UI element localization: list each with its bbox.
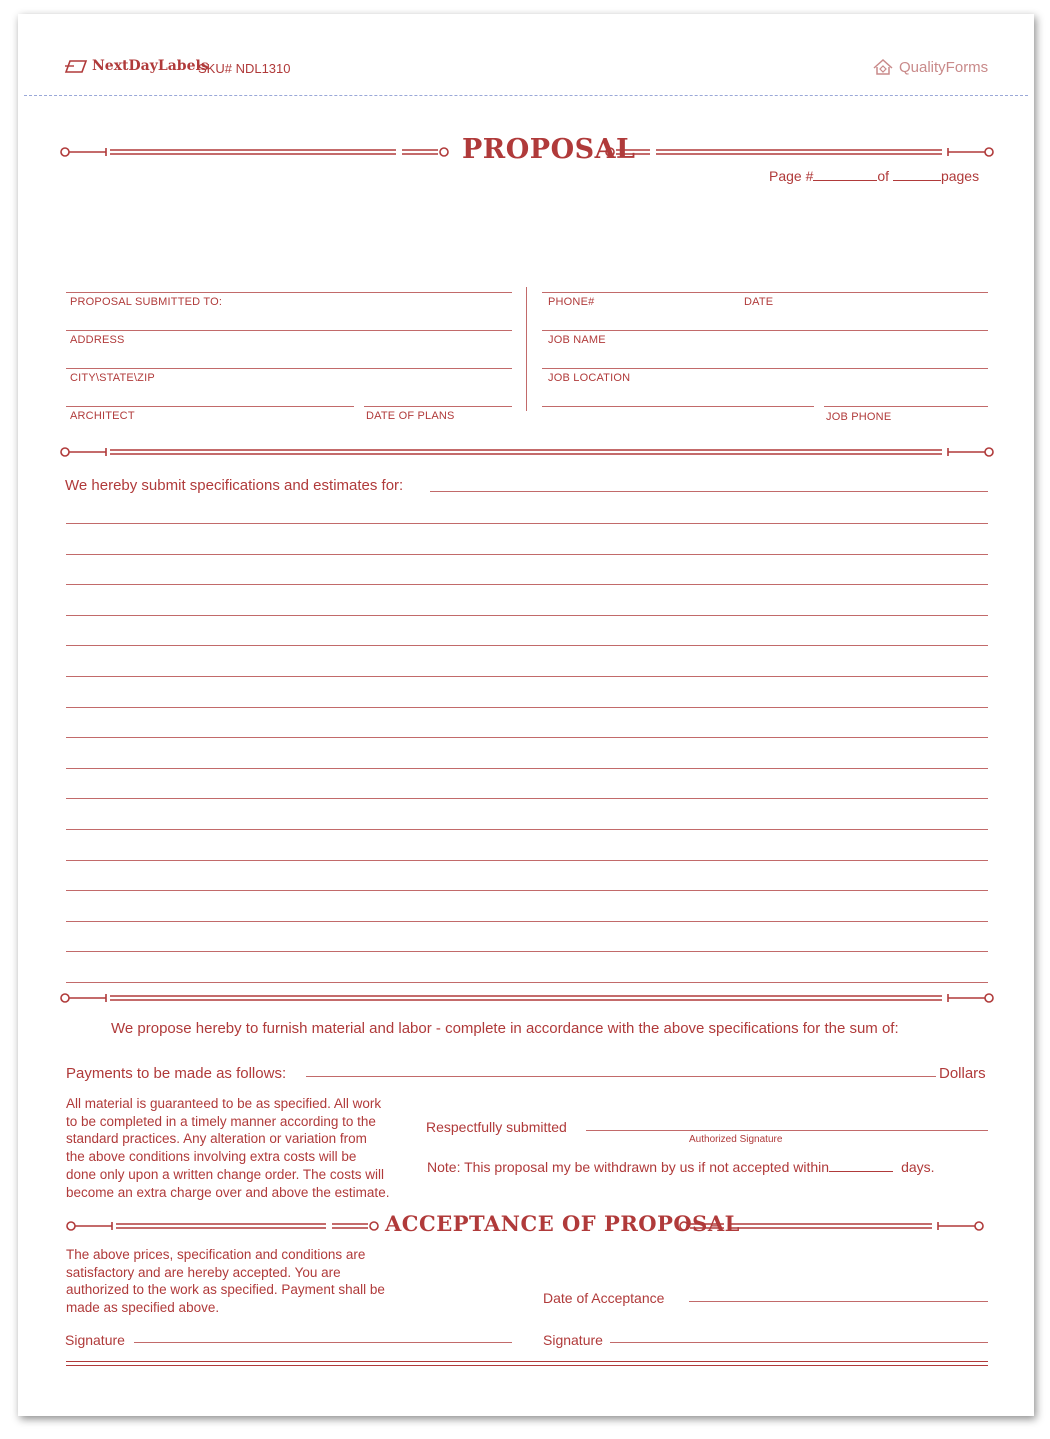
partner-logo bbox=[872, 58, 988, 76]
spec-line[interactable] bbox=[66, 890, 988, 891]
form-sheet bbox=[18, 14, 1034, 1416]
days-label: days. bbox=[901, 1159, 935, 1175]
signature-left-field[interactable] bbox=[134, 1342, 512, 1343]
specs-label: We hereby submit specifications and estimates for: bbox=[65, 477, 404, 494]
brand-name: NextDayLabels bbox=[92, 58, 209, 74]
authorized-signature-caption: Authorized Signature bbox=[689, 1134, 783, 1145]
authorized-signature-field[interactable] bbox=[586, 1130, 988, 1131]
note-text: Note: This proposal my be withdrawn by us if not accepted within bbox=[427, 1159, 830, 1175]
spec-line[interactable] bbox=[66, 982, 988, 983]
page-label: Page # bbox=[769, 168, 814, 184]
spec-line[interactable] bbox=[66, 554, 988, 555]
spec-line[interactable] bbox=[66, 676, 988, 677]
payments-label: Payments to be made as follows: bbox=[66, 1065, 287, 1082]
field-rule bbox=[824, 406, 988, 407]
house-icon bbox=[872, 58, 894, 76]
guarantee-line: become an extra charge over and above the estimate. bbox=[66, 1184, 390, 1200]
spec-line[interactable] bbox=[66, 860, 988, 861]
column-divider bbox=[526, 287, 527, 411]
spec-line[interactable] bbox=[66, 707, 988, 708]
payments-field[interactable] bbox=[306, 1076, 936, 1077]
field-rule bbox=[66, 292, 512, 293]
section-divider bbox=[58, 984, 998, 1014]
bottom-double-rule bbox=[66, 1361, 988, 1366]
dollars-label: Dollars bbox=[939, 1065, 986, 1082]
spec-line[interactable] bbox=[66, 523, 988, 524]
field-rule bbox=[542, 292, 988, 293]
days-field[interactable] bbox=[829, 1171, 893, 1172]
date-of-plans-field[interactable]: DATE OF PLANS bbox=[366, 410, 455, 422]
spec-line[interactable] bbox=[66, 645, 988, 646]
job-location-field[interactable]: JOB LOCATION bbox=[548, 372, 631, 384]
field-rule bbox=[542, 406, 814, 407]
pages-label: pages bbox=[940, 168, 980, 184]
guarantee-text bbox=[66, 1095, 400, 1201]
acceptance-title: ACCEPTANCE OF PROPOSAL bbox=[385, 1211, 740, 1236]
signature-right-label: Signature bbox=[543, 1332, 603, 1348]
sku-label: SKU# NDL1310 bbox=[198, 61, 291, 76]
job-phone-field[interactable]: JOB PHONE bbox=[826, 411, 892, 423]
address-field[interactable]: ADDRESS bbox=[70, 334, 125, 346]
signature-left-label: Signature bbox=[65, 1332, 125, 1348]
date-of-acceptance-field[interactable] bbox=[689, 1301, 988, 1302]
field-rule bbox=[364, 406, 512, 407]
job-name-field[interactable]: JOB NAME bbox=[548, 334, 606, 346]
page-number-line bbox=[769, 168, 979, 184]
spec-line[interactable] bbox=[66, 737, 988, 738]
architect-field[interactable]: ARCHITECT bbox=[70, 410, 135, 422]
spec-line[interactable] bbox=[66, 829, 988, 830]
acceptance-line: The above prices, specification and conditions are bbox=[66, 1247, 366, 1262]
spec-line[interactable] bbox=[66, 951, 988, 952]
page-number-field[interactable] bbox=[813, 180, 877, 181]
section-divider bbox=[58, 438, 998, 468]
acceptance-line: made as specified above. bbox=[66, 1300, 220, 1316]
respectfully-submitted-label: Respectfully submitted bbox=[426, 1119, 567, 1135]
partner-name: QualityForms bbox=[899, 58, 989, 76]
field-rule bbox=[66, 368, 512, 369]
guarantee-line: the above conditions involving extra costs will be bbox=[66, 1149, 357, 1165]
specs-first-line[interactable] bbox=[430, 491, 988, 492]
spec-line[interactable] bbox=[66, 798, 988, 799]
acceptance-line: authorized to the work as specified. Payment shall be bbox=[66, 1282, 385, 1298]
guarantee-line: done only upon a written change order. The costs will bbox=[66, 1166, 384, 1182]
total-pages-field[interactable] bbox=[893, 180, 941, 181]
guarantee-line: to be completed in a timely manner according to the bbox=[66, 1113, 376, 1129]
acceptance-line: satisfactory and are hereby accepted. You are bbox=[66, 1264, 341, 1280]
spec-line[interactable] bbox=[66, 768, 988, 769]
submitted-to-field[interactable]: PROPOSAL SUBMITTED TO: bbox=[70, 296, 223, 308]
date-of-acceptance-label: Date of Acceptance bbox=[543, 1290, 665, 1306]
city-state-zip-field[interactable]: CITY\STATE\ZIP bbox=[70, 372, 155, 384]
guarantee-line: standard practices. Any alteration or variation from bbox=[66, 1131, 367, 1147]
label-icon bbox=[64, 58, 88, 74]
field-rule bbox=[542, 330, 988, 331]
date-field[interactable]: DATE bbox=[744, 296, 774, 308]
withdraw-note bbox=[427, 1159, 935, 1175]
phone-field[interactable]: PHONE# bbox=[548, 296, 595, 308]
spec-line[interactable] bbox=[66, 584, 988, 585]
acceptance-text bbox=[66, 1246, 400, 1317]
guarantee-line: All material is guaranteed to be as specified. All work bbox=[66, 1096, 382, 1111]
field-rule bbox=[66, 330, 512, 331]
field-rule bbox=[542, 368, 988, 369]
perforation-line bbox=[24, 95, 1028, 96]
form-title: PROPOSAL bbox=[462, 134, 636, 165]
of-label: of bbox=[877, 168, 890, 184]
signature-right-field[interactable] bbox=[610, 1342, 988, 1343]
field-rule bbox=[66, 406, 354, 407]
brand-logo bbox=[64, 58, 209, 74]
spec-line[interactable] bbox=[66, 615, 988, 616]
propose-text: We propose hereby to furnish material and labor - complete in accordance with the above specifications for the sum of: bbox=[111, 1020, 899, 1037]
spec-line[interactable] bbox=[66, 921, 988, 922]
